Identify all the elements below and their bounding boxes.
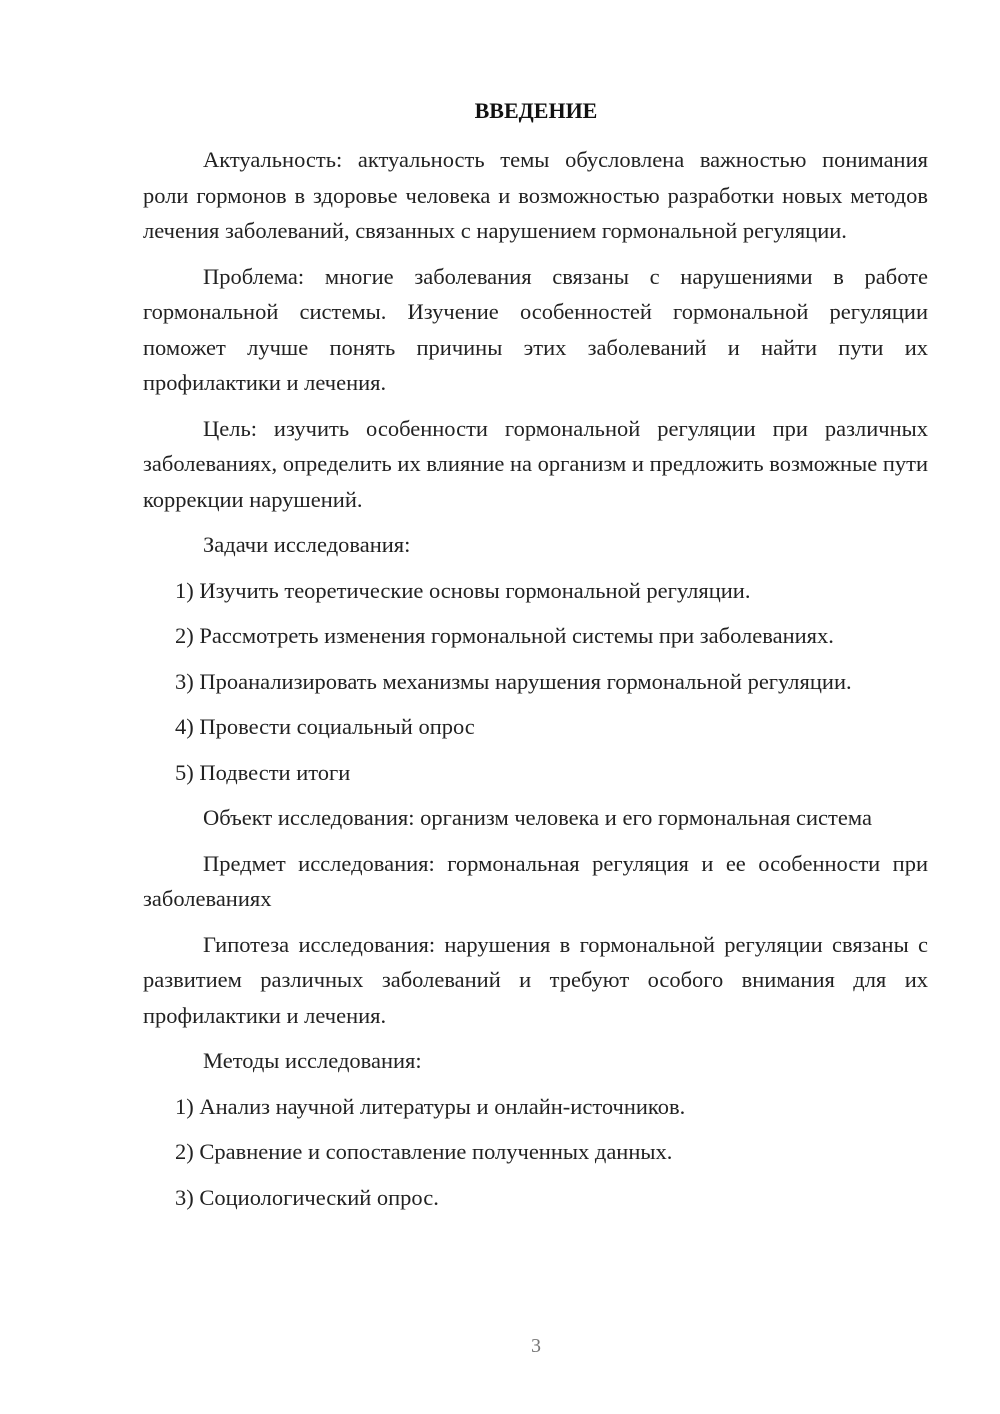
body-text (143, 142, 928, 1225)
hypothesis-paragraph: Гипотеза исследования: нарушения в гормональной регуляции связаны с развитием различных заболеваний и требуют особого внимания для их профилактики и лечения. (143, 931, 928, 1028)
method-item: 1) Анализ научной литературы и онлайн-источников. (175, 1093, 686, 1119)
object-paragraph: Объект исследования: организм человека и его гормональная система (203, 805, 872, 830)
method-item: 2) Сравнение и сопоставление полученных данных. (175, 1139, 673, 1164)
task-item: 3) Проанализировать механизмы нарушения гормональной регуляции. (175, 668, 852, 694)
subject-paragraph: Предмет исследования: гормональная регуляция и ее особенности при заболеваниях (143, 850, 928, 911)
task-item: 2) Рассмотреть изменения гормональной системы при заболеваниях. (175, 623, 834, 648)
tasks-heading: Задачи исследования: (203, 532, 411, 557)
method-item: 3) Социологический опрос. (175, 1184, 439, 1210)
task-item: 1) Изучить теоретические основы гормональной регуляции. (175, 577, 751, 603)
task-item: 5) Подвести итоги (175, 759, 351, 785)
goal-paragraph: Цель: изучить особенности гормональной регуляции при различных заболеваниях, определить их влияние на организм и предложить возможные пути коррекции нарушений. (143, 415, 928, 512)
section-heading: ВВЕДЕНИЕ (474, 98, 598, 123)
page-number: 3 (531, 1335, 541, 1357)
relevance-paragraph: Актуальность: актуальность темы обусловлена важностью понимания роли гормонов в здоровье человека и возможностью разработки новых методов лечения заболеваний, связанных с нарушением гормональной регуляции. (143, 147, 928, 243)
methods-heading: Методы исследования: (203, 1048, 422, 1073)
task-item: 4) Провести социальный опрос (175, 714, 475, 739)
problem-paragraph: Проблема: многие заболевания связаны с нарушениями в работе гормональной системы. Изучение особенностей гормональной регуляции поможет лучше понять причины этих заболеваний и найти пути их профилактики и лечения. (143, 263, 928, 395)
